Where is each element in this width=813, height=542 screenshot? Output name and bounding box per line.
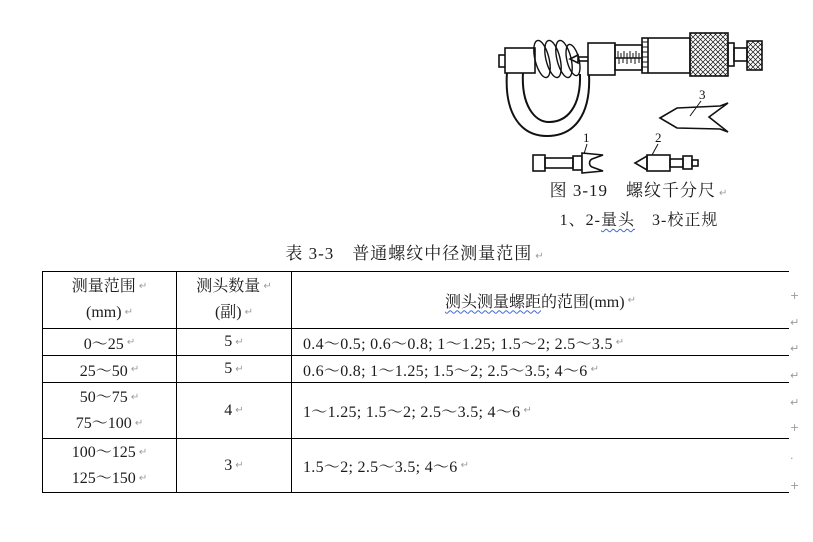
part1-cap: [533, 155, 545, 171]
part2-rod: [670, 159, 683, 167]
return-mark: ↵: [126, 336, 136, 348]
pitch-cell: 0.4～0.5; 0.6～0.8; 1～1.25; 1.5～2; 2.5～3.5 ↵: [292, 329, 789, 356]
margin-format-mark: ↵: [790, 316, 800, 329]
return-mark: ↵: [130, 363, 140, 375]
knurled-grip: [690, 33, 728, 76]
setting-gauge-part3: [660, 103, 728, 132]
pitch-cell: 1.5～2; 2.5～3.5; 4～6 ↵: [292, 439, 789, 493]
range-cell: 0～25 ↵: [43, 329, 177, 356]
leader-line-1: [584, 144, 587, 154]
header-cell-count: 测头数量 ↵ (副) ↵: [177, 272, 292, 329]
return-mark: ↵: [134, 417, 144, 429]
pitch-cell: 1～1.25; 1.5～2; 2.5～3.5; 4～6 ↵: [292, 383, 789, 439]
margin-format-mark: +: [790, 289, 800, 302]
micrometer-figure: [483, 22, 795, 230]
figure-legend: [483, 207, 795, 230]
return-mark: ↵: [590, 363, 600, 375]
return-mark: ↵: [523, 405, 533, 416]
ratchet-knob: [747, 41, 762, 70]
count-cell: 3 ↵: [177, 439, 292, 493]
header-cell-pitch: 测头测量螺距 的范围(mm) ↵: [292, 272, 789, 329]
anvil-block: [505, 48, 535, 73]
part1-rod: [545, 158, 573, 168]
part-label-1: 1: [583, 130, 590, 145]
header-cell-range: 测量范围 ↵ (mm) ↵: [43, 272, 177, 329]
return-mark: ↵: [244, 307, 254, 318]
return-mark: ↵: [138, 472, 148, 484]
count-cell: 5 ↵: [177, 356, 292, 383]
legend-suffix: 3-校正规: [635, 212, 719, 229]
table-title-text: 表 3-3 普通螺纹中径测量范围: [285, 244, 533, 263]
margin-format-mark: ↵: [790, 342, 800, 355]
pitch-cell: 0.6～0.8; 1～1.25; 1.5～2; 2.5～3.5; 4～6 ↵: [292, 356, 789, 383]
measuring-tip-part1: [582, 153, 603, 173]
part2-nub: [692, 160, 698, 166]
return-mark: ↵: [235, 460, 244, 471]
micrometer-drawing: [483, 22, 795, 174]
count-cell: 4 ↵: [177, 383, 292, 439]
measuring-tip-part2: [635, 156, 647, 170]
part1-collar: [573, 156, 582, 170]
table-title: [42, 239, 788, 264]
return-mark: ↵: [130, 391, 140, 403]
return-mark: ↵: [235, 405, 244, 416]
return-mark: ↵: [535, 251, 545, 262]
margin-format-mark: ·: [790, 452, 794, 465]
range-cell: 25～50 ↵: [43, 356, 177, 383]
part2-body: [647, 155, 670, 171]
return-mark: ↵: [263, 281, 272, 292]
ratchet-rod: [734, 48, 747, 61]
thimble: [642, 38, 690, 73]
range-cell: 100～125 ↵ 125～150 ↵: [43, 439, 177, 493]
return-mark: ↵: [615, 336, 625, 348]
return-mark: ↵: [719, 188, 729, 199]
legend-prefix: 1、2-: [559, 212, 601, 229]
return-mark: ↵: [138, 281, 148, 292]
return-mark: ↵: [124, 307, 133, 318]
grip-step: [728, 43, 734, 66]
range-cell: 50～75 ↵ 75～100 ↵: [43, 383, 177, 439]
frame-inner-arc: [523, 72, 580, 122]
margin-format-mark: ↵: [790, 396, 800, 409]
return-mark: ↵: [138, 446, 148, 458]
measurement-table: [42, 271, 789, 493]
part-label-2: 2: [655, 130, 662, 145]
margin-format-mark: ↵: [790, 369, 800, 382]
return-mark: ↵: [235, 336, 244, 348]
lock-block: [588, 43, 615, 75]
leader-line-2: [652, 144, 658, 155]
return-mark: ↵: [627, 294, 636, 306]
figure-caption: [483, 176, 795, 201]
thimble-vernier-ticks: [642, 42, 648, 67]
figure-caption-text: 图 3-19 螺纹千分尺: [549, 181, 717, 200]
legend-underlined: 量头: [600, 212, 635, 229]
frame-outer-arc: [507, 72, 590, 136]
count-cell: 5 ↵: [177, 329, 292, 356]
part2-cap: [683, 156, 692, 169]
margin-format-mark: +: [790, 421, 800, 434]
return-mark: ↵: [235, 363, 244, 375]
part-label-3: 3: [699, 87, 706, 102]
return-mark: ↵: [460, 460, 470, 471]
margin-format-mark: +: [790, 479, 800, 492]
